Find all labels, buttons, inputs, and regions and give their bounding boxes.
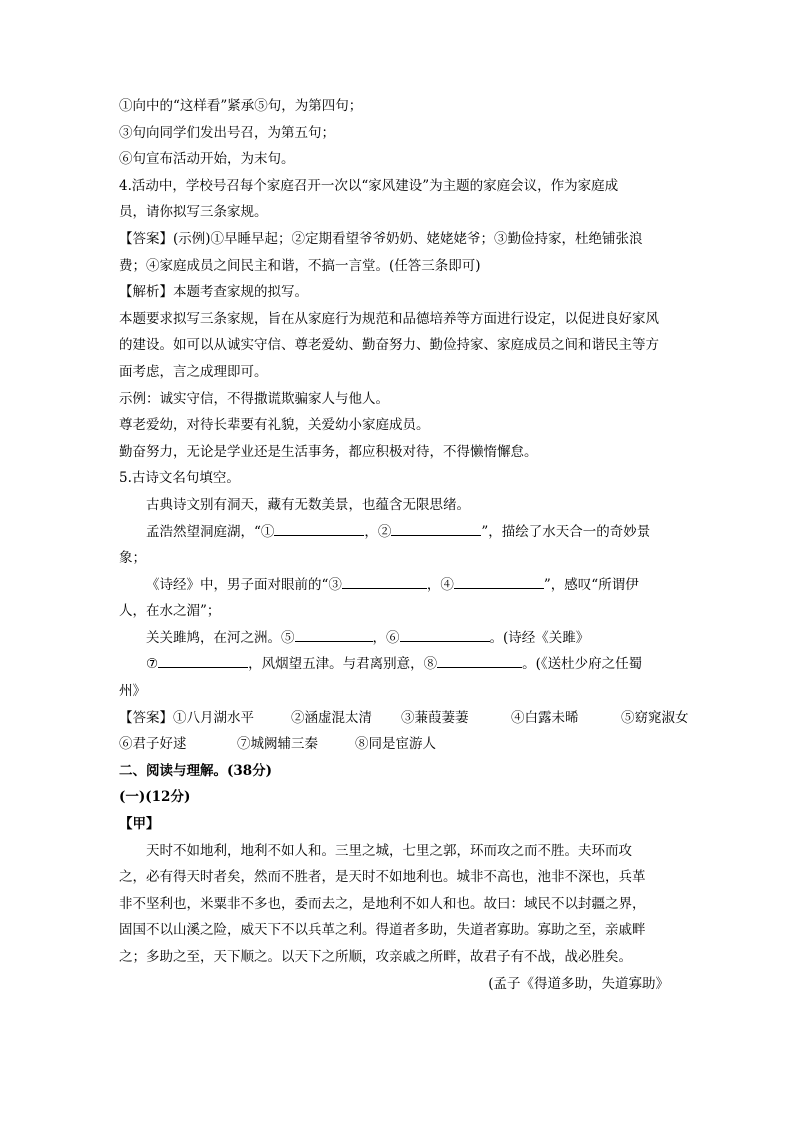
poem-line [119, 572, 679, 599]
answer-item: ⑦城阙辅三秦 [237, 736, 318, 753]
poem-line [119, 651, 679, 678]
blank-7 [158, 653, 248, 668]
text-line: 示例：诚实守信，不得撒谎欺骗家人与他人。 [119, 390, 389, 407]
blank-3 [342, 574, 427, 589]
poem-line [119, 519, 679, 546]
text-line: 面考虑，言之成理即可。 [119, 363, 268, 380]
passage-line: 非不坚利也，米粟非不多也，委而去之，是地利不如人和也。故曰：域民不以封疆之界， [119, 895, 646, 912]
document-page [119, 93, 689, 997]
blank-8 [437, 653, 522, 668]
poem-text: 。(《送杜少府之任蜀 [522, 656, 643, 673]
passage-line: 固国不以山溪之险，威天下不以兵革之利。得道者多助，失道者寡助。寡助之至，亲戚畔 [119, 922, 646, 939]
subsection-heading: (一)(12分) [119, 789, 191, 806]
poem-line: 州》 [119, 683, 146, 700]
poem-text: ，④ [426, 576, 454, 593]
answer-item: ⑤窈窕淑女 [621, 709, 689, 726]
passage-source: (孟子《得道多助，失道寡助》 [488, 975, 669, 992]
answer-item: ③蒹葭萋萋 [401, 709, 469, 726]
blank-2 [391, 521, 481, 536]
blank-5 [295, 627, 373, 642]
text-line: ⑥句宣布活动开始，为末句。 [119, 151, 295, 168]
poem-text: 孟浩然望洞庭湖，“① [146, 523, 275, 540]
passage-tag: 【甲】 [119, 816, 160, 833]
text-line: ③句向同学们发出号召，为第五句； [119, 124, 335, 141]
answer-item: ②涵虚混太清 [291, 709, 372, 726]
poem-line: 象； [119, 550, 146, 567]
answer-row-1 [119, 705, 689, 732]
passage-line: 之；多助之至，天下顺之。以天下之所顺，攻亲戚之所畔，故君子有不战，战必胜矣。 [119, 949, 632, 965]
poem-line: 人，在水之湄”； [119, 603, 221, 620]
text-line: 的建设。如可以从诚实守信、尊老爱幼、勤奋努力、勤俭持家、家庭成员之间和谐民主等方 [119, 337, 659, 354]
answer-label: 【答案】 [119, 709, 173, 726]
text-line: 本题要求拟写三条家规，旨在从家庭行为规范和品德培养等方面进行设定，以促进良好家风 [119, 310, 659, 327]
poem-text: ⑦ [146, 656, 159, 673]
poem-text: ，⑥ [372, 629, 400, 646]
poem-text: ”，感叹“所谓伊 [543, 576, 639, 593]
text-line: ①向中的“这样看”紧承⑤句，为第四句； [119, 98, 363, 114]
blank-6 [400, 627, 490, 642]
poem-text: ”，描绘了水天合一的奇妙景 [481, 523, 651, 540]
question-4-line: 4.活动中，学校号召每个家庭召开一次以“家风建设”为主题的家庭会议，作为家庭成 [119, 177, 619, 194]
text-line: 勤奋努力，无论是学业还是生活事务，都应积极对待，不得懒惰懈怠。 [119, 443, 538, 460]
answer-item: ⑥君子好逑 [119, 736, 187, 753]
poem-text: ，② [364, 523, 392, 540]
analysis-line: 【解析】本题考查家规的拟写。 [119, 284, 308, 301]
section-heading: 二、阅读与理解。(38分) [119, 762, 273, 779]
blank-4 [454, 574, 544, 589]
text-line: 费；④家庭成员之间民主和谐，不搞一言堂。(任答三条即可) [119, 257, 481, 274]
answer-row-2 [119, 731, 679, 758]
poem-text: 《诗经》中，男子面对眼前的“③ [146, 576, 342, 593]
poem-text: 关关雎鸠，在河之洲。⑤ [146, 629, 295, 646]
passage-line: 之，必有得天时者矣，然而不胜者，是天时不如地利也。城非不高也，池非不深也，兵革 [119, 869, 646, 886]
passage-line: 天时不如地利，地利不如人和。三里之城，七里之郭，环而攻之而不胜。夫环而攻 [146, 842, 632, 859]
answer-item: ④白露未晞 [511, 709, 579, 726]
answer-line: 【答案】(示例)①早睡早起；②定期看望爷爷奶奶、姥姥姥爷；③勤俭持家，杜绝铺张浪 [119, 230, 643, 247]
text-line: 员，请你拟写三条家规。 [119, 204, 268, 221]
question-5-line: 5.古诗文名句填空。 [119, 470, 240, 487]
text-line: 古典诗文别有洞天，藏有无数美景，也蕴含无限思绪。 [146, 496, 470, 513]
poem-text: 。(诗经《关雎》 [489, 629, 590, 646]
answer-item: ①八月湖水平 [173, 709, 254, 726]
poem-line [119, 625, 679, 652]
answer-item: ⑧同是宦游人 [355, 736, 436, 753]
text-line: 尊老爱幼，对待长辈要有礼貌，关爱幼小家庭成员。 [119, 417, 430, 434]
poem-text: ，风烟望五津。与君离别意，⑧ [248, 656, 438, 673]
blank-1 [274, 521, 364, 536]
